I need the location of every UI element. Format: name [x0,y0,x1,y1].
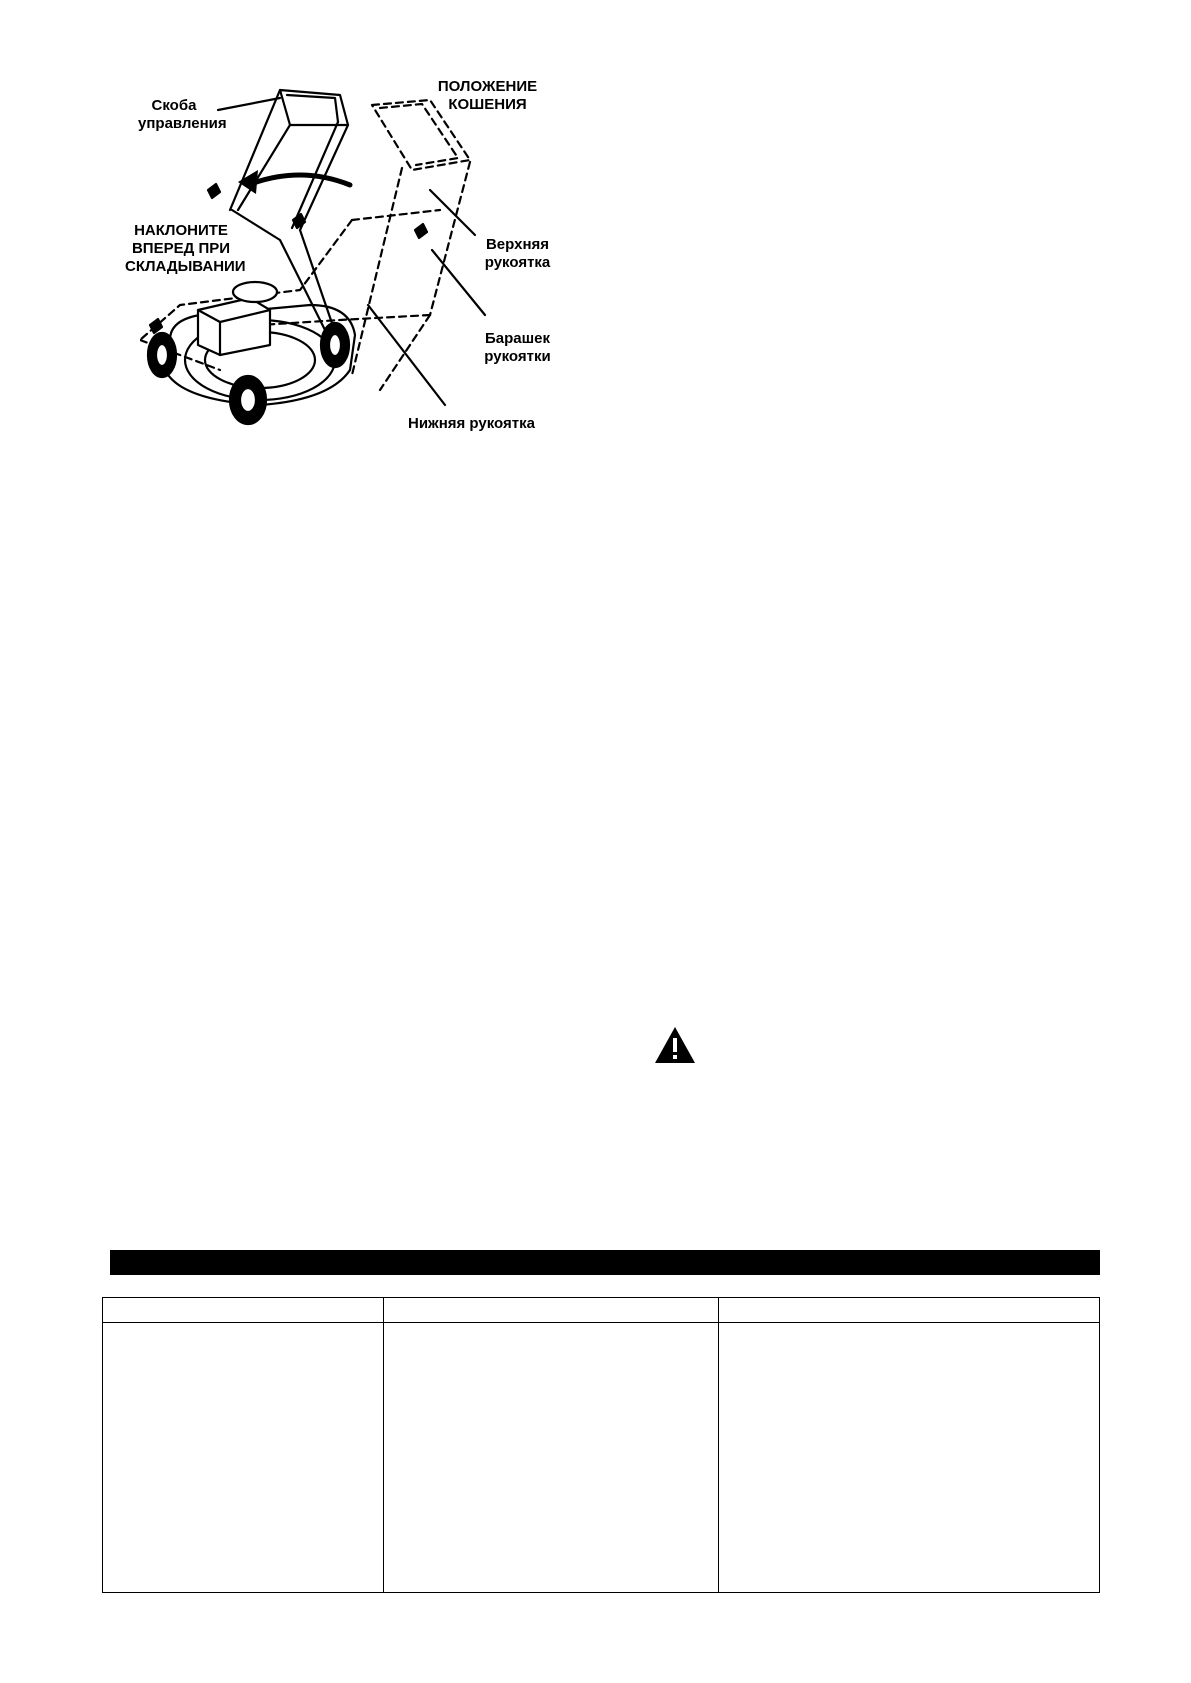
label-control-bar: Скоба управления [138,97,227,132]
label-mowing-position: ПОЛОЖЕНИЕ КОШЕНИЯ [437,78,538,113]
table-cell [103,1323,384,1593]
table-cell [719,1323,1100,1593]
table-header-cell [384,1298,719,1323]
label-lower-handle: Нижняя рукоятка [408,415,535,432]
warning-triangle-icon [653,1025,697,1065]
troubleshooting-table [102,1297,1100,1593]
table-cell [384,1323,719,1593]
label-handle-knob: Барашек рукоятки [484,330,551,365]
mower-handle-figure [125,70,560,460]
table-header-row [103,1298,1100,1323]
section-header-bar [110,1250,1100,1275]
table-row [103,1323,1100,1593]
table-header-cell [103,1298,384,1323]
label-upper-handle: Верхняя рукоятка [484,236,551,271]
table-header-cell [719,1298,1100,1323]
label-tilt-forward: НАКЛОНИТЕ ВПЕРЕД ПРИ СКЛАДЫВАНИИ [125,222,246,275]
